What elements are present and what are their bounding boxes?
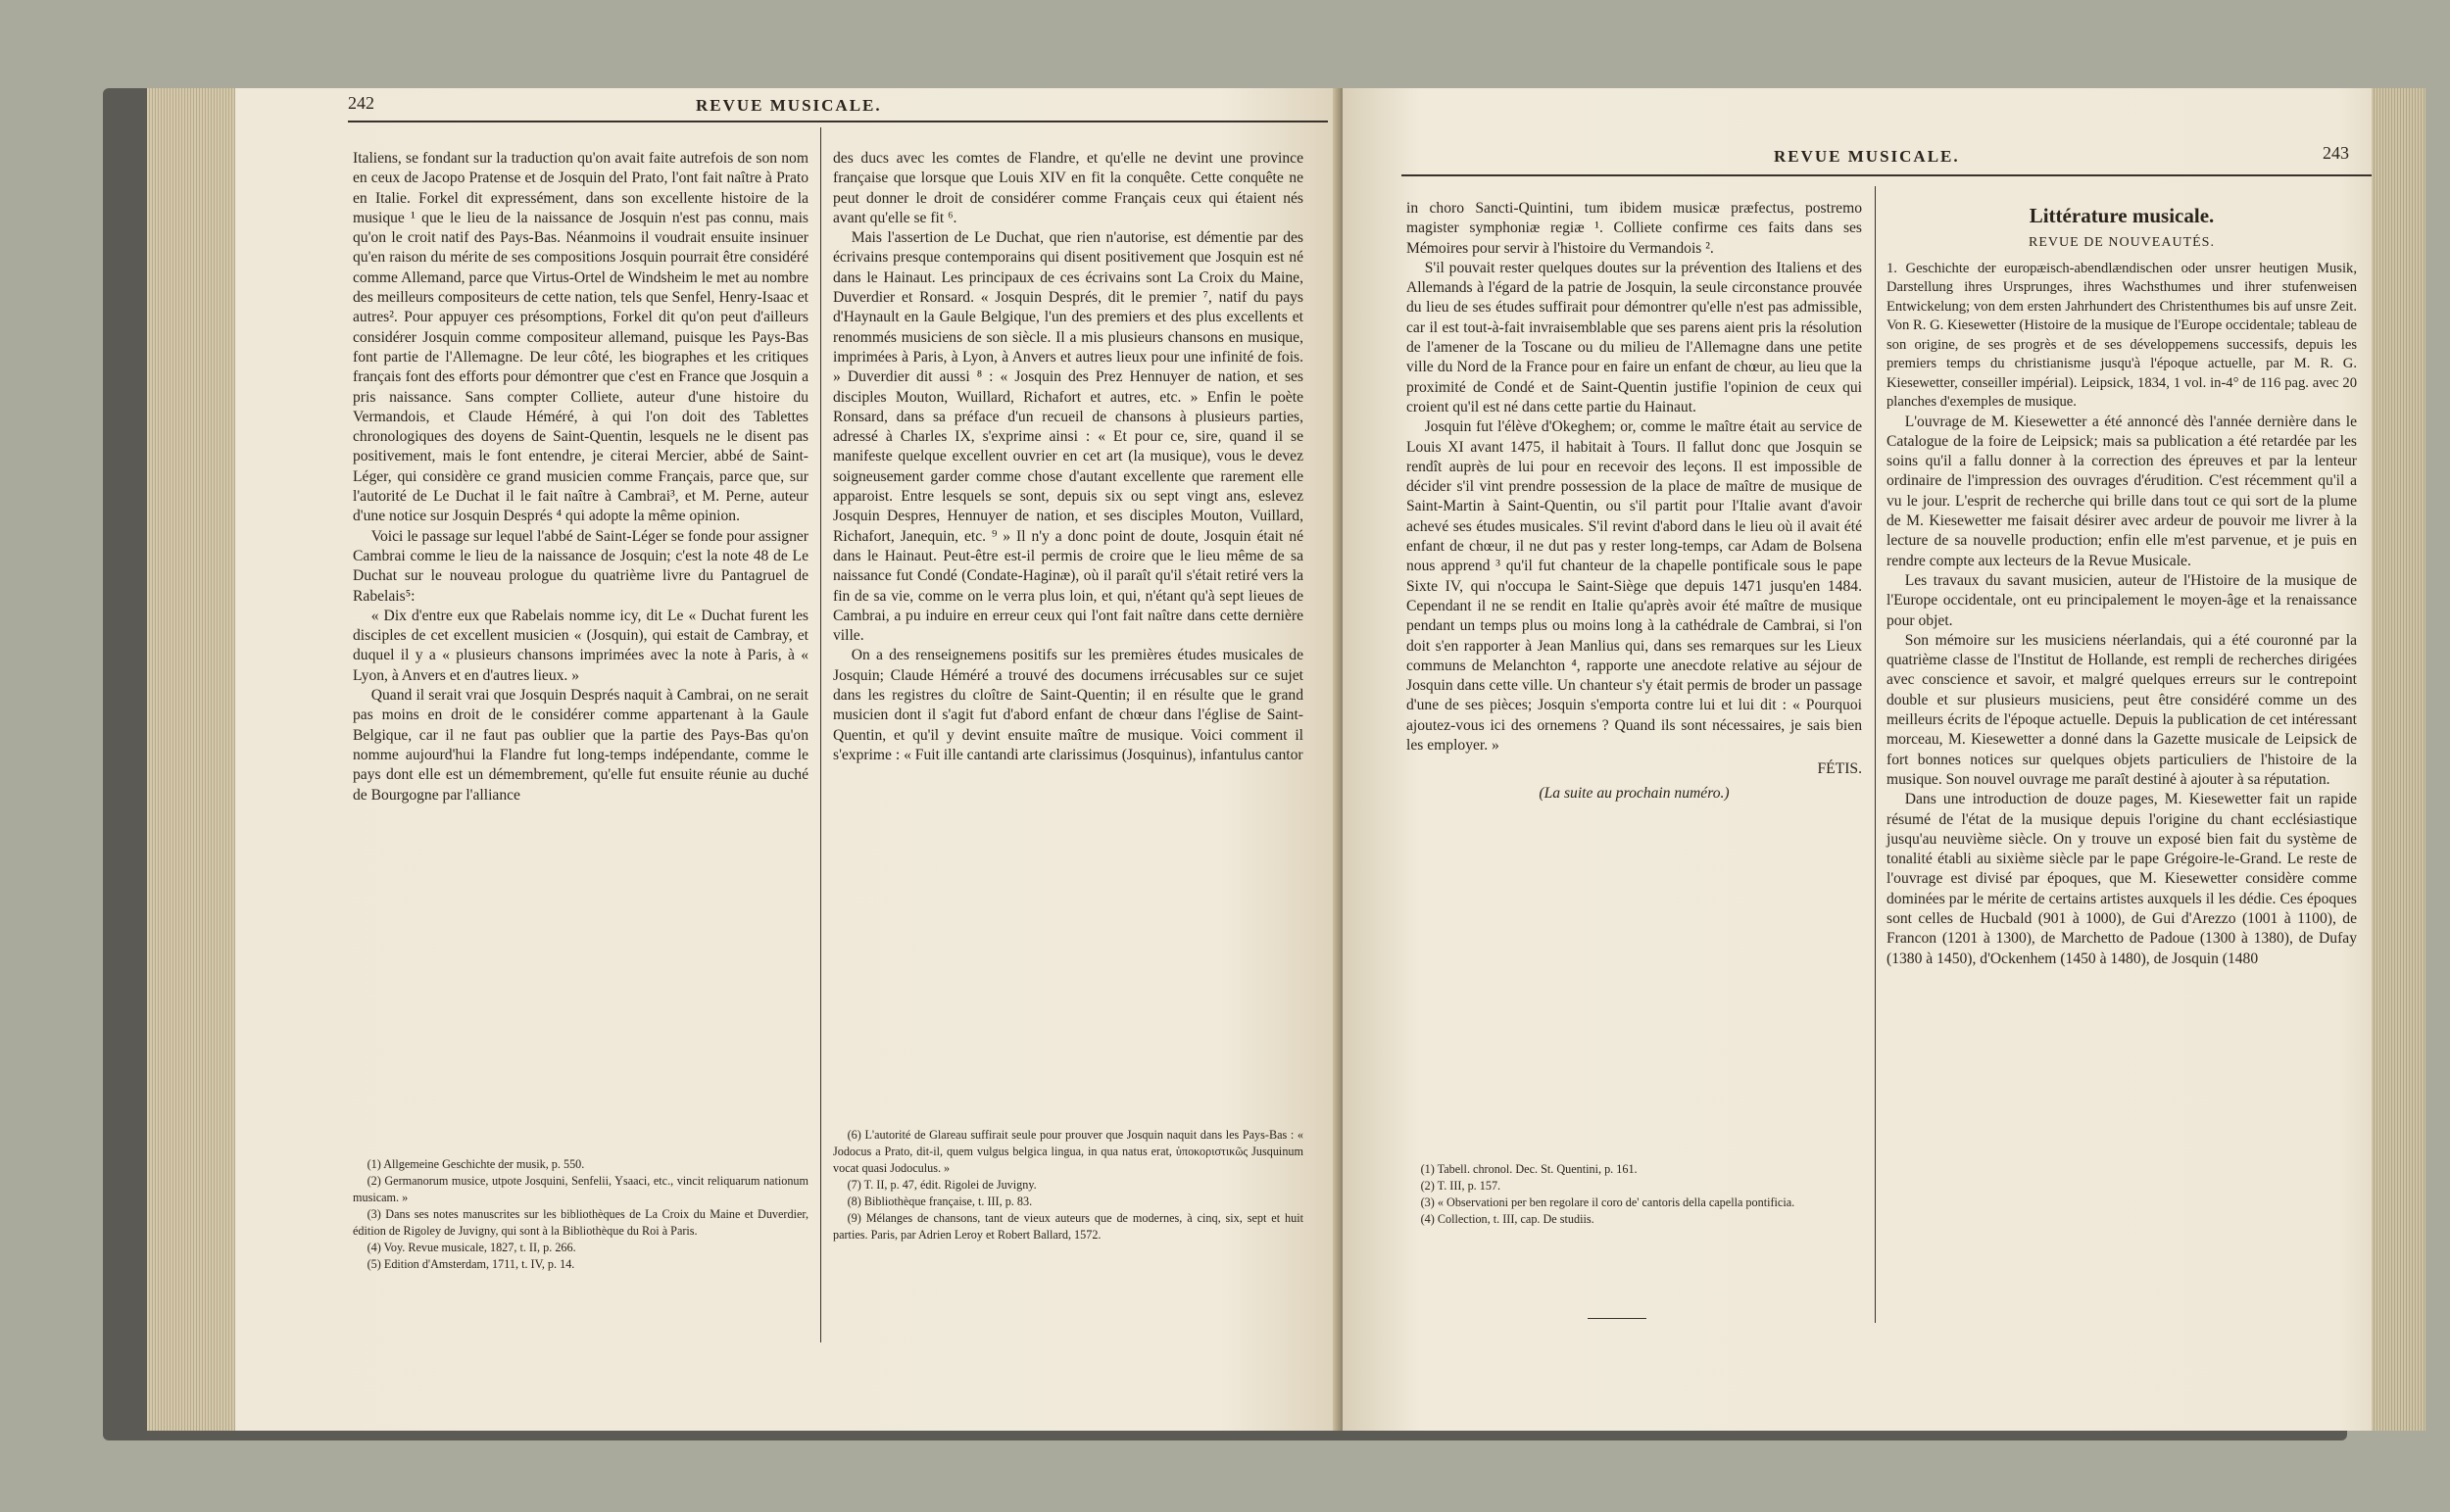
paragraph: Mais l'assertion de Le Duchat, que rien n'autorise, est démentie par des écrivains presque contemporains qui disent positivement que Josquin est né dans le Hainaut. Les principaux de ces écrivains sont La Croix du Maine, Duverdier et Ronsard. « Josquin Després, dit le premier ⁷, natif du pays d'Haynault en la Gaule Belgique, l'un des premiers et des plus excellents et renommés musiciens de son siècle. Il a mis plusieurs chansons en musique, imprimées à Paris, à Lyon, à Anvers et autres lieux pour une infinité de fois. » Duverdier dit aussi ⁸ : « Josquin des Prez Hennuyer de nation, et ses disciples Mouton, Wuillard, Richafort et autres, etc. » Enfin le poète Ronsard, dans sa préface d'un recueil de chansons à plusieurs parties, adressé à Charles IX, s'exprime ainsi : « Et pour ce, sire, quand il se manifeste quelque excellent ouvrier en cet art (la musique), vous le devez soigneusement garder comme chose d'autant excellente que rarement elle apparoist. Entre lesquels se sont, depuis six ou sept vingt ans, eslevez Josquin Despres, Hennuyer de nation, et ses disciples Mouton, Vuillard, Richafort, Janequin, etc. ⁹ » Il n'y a donc point de doute, Josquin était né dans le Hainaut. Peut-être est-il permis de croire que le lieu même de sa naissance fut Condé (Condate-Haginæ), où il paraît qu'il s'était retiré vers la fin de sa vie, comme on le verra plus loin, et qui, n'étant qu'à sept lieues de Cambrai, a pu induire en erreur ceux qui l'ont fait naître dans cette dernière ville. xyxy=(833,229,1303,645)
right-footnotes xyxy=(1406,1161,1862,1228)
quotation: « Dix d'entre eux que Rabelais nomme icy, dit Le « Duchat furent les disciples de cet excellent musicien « (Josquin), qui estait de Cambray, et duquel il y a « plusieurs chansons imprimées avec la note à Paris, à « Lyon, à Anvers et en d'autres lieux. » xyxy=(353,607,808,684)
footnote: (8) Bibliothèque française, t. III, p. 83. xyxy=(847,1195,1033,1208)
footnote: (1) Tabell. chronol. Dec. St. Quentini, p. 161. xyxy=(1420,1162,1638,1176)
footnote: (3) Dans ses notes manuscrites sur les bibliothèques de La Croix du Maine et Duverdier, édition de Rigoley de Juvigny, qui sont à la Bibliothèque du Roi à Paris. xyxy=(353,1207,808,1238)
right-column-2 xyxy=(1886,204,2357,1331)
right-page xyxy=(1343,88,2426,1431)
signature: FÉTIS. xyxy=(1817,760,1862,778)
left-header-rule xyxy=(348,121,1328,122)
page-edges-left xyxy=(147,88,235,1431)
closing-rule xyxy=(1588,1318,1646,1319)
left-page-number: 242 xyxy=(348,93,374,113)
left-column-2 xyxy=(833,149,1303,1129)
paragraph: S'il pouvait rester quelques doutes sur la prévention des Italiens et des Allemands à l'égard de la patrie de Josquin, la seule circonstance prouvée du lieu de ses études suffirait pour démontrer qu'elle n'est pas admissible, car il est tout-à-fait invraisemblable que ses parens aient pris la résolution de l'amener de la Toscane ou du milieu de l'Allemagne dans une petite ville du Nord de la France pour en faire un enfant de chœur, au lieu que la proximité de Condé et de Saint-Quentin justifie l'opinion de ceux qui croient qu'il est né dans cette partie du Hainaut. xyxy=(1406,259,1862,415)
paragraph: L'ouvrage de M. Kiesewetter a été annoncé dès l'année dernière dans le Catalogue de la foire de Leipsick; mais sa publication a été retardée par les soins qu'il a fallu donner à la correction des épreuves et par la lenteur ordinaire de l'impression des ouvrages d'érudition. C'est récemment qu'il a vu le jour. L'esprit de recherche qui brille dans tout ce qui sort de la plume de M. Kiesewetter me faisait désirer avec ardeur de pouvoir me livrer à la lecture de sa nouvelle production; enfin elle m'est parvenue, et je puis en rendre compte aux lecteurs de la Revue Musicale. xyxy=(1886,413,2357,569)
footnote: (6) L'autorité de Glareau suffirait seule pour prouver que Josquin naquit dans les Pays-Bas : « Jodocus a Prato, dit-il, quem vulgus belgica lingua, in qua natus erat, ὑποκοριστικῶς Jusquinum vocat quasi Jodoculus. » xyxy=(833,1128,1303,1175)
section-title: Littérature musicale. xyxy=(2029,204,2215,227)
right-running-head: REVUE MUSICALE. xyxy=(1774,147,1960,166)
paragraph: Josquin fut l'élève d'Okeghem; or, comme le maître était au service de Louis XI avant 1475, il habitait à Tours. Il fallut donc que Josquin se rendît auprès de lui pour en recevoir des leçons. Il est impossible de décider s'il vint prendre possession de la place de maître de musique de Saint-Martin à Saint-Quentin, ou s'il partit pour l'Italie avant d'avoir achevé ses études musicales. S'il revint d'abord dans le lieu où il avait été enfant de chœur, il ne dut pas y rester long-temps, car Adam de Bolsena nous apprend ³ qu'il fut chanteur de la chapelle pontificale sous le pape Sixte IV, qui n'occupa le Saint-Siège que depuis 1471 jusqu'en 1484. Cependant il ne se rendit en Italie qu'après avoir été maître de musique pendant un temps plus ou moins long à la cathédrale de Cambrai, si l'on doit s'en rapporter à Jean Manlius qui, dans ses remarques sur les Lieux communs de Melanchton ⁴, rapporte une anecdote relative au séjour de Josquin dans cette ville. Un chanteur s'y était permis de broder un passage d'une de ses pièces; Josquin s'emporta contre lui et lui dit : « Pourquoi ajoutez-vous ici des ornemens ? Quand ils sont nécessaires, je sais bien les employer. » xyxy=(1406,418,1862,755)
paragraph: Quand il serait vrai que Josquin Després naquit à Cambrai, on ne serait pas moins en droit de le considérer comme appartenant à la Gaule Belgique, car il ne faut pas oublier que la partie des Pays-Bas qu'on nomme aujourd'hui la Flandre fut long-temps indépendante, comme le pays dont elle est un démembrement, qu'elle fut ensuite réunie au duché de Bourgogne par l'alliance xyxy=(353,687,808,804)
footnote: (5) Edition d'Amsterdam, 1711, t. IV, p. 14. xyxy=(367,1257,575,1271)
paragraph: Son mémoire sur les musiciens néerlandais, qui a été couronné par la quatrième classe de l'Institut de Hollande, est rempli de recherches dirigées avec conscience et savoir, et malgré quelques erreurs sur le contrepoint double et sur plusieurs musiciens, peut être considéré comme un des meilleurs écrits de l'époque actuelle. Depuis la publication de cet intéressant morceau, M. Kiesewetter a donné dans la Gazette musicale de Leipsick de fort bonnes notices sur quelques objets particuliers de l'histoire de la musique. Son nouvel ouvrage me paraît destiné à ajouter à sa réputation. xyxy=(1886,631,2357,788)
footnote: (2) T. III, p. 157. xyxy=(1420,1179,1501,1193)
footnote: (9) Mélanges de chansons, tant de vieux auteurs que de modernes, à cinq, six, sept et huit parties. Paris, par Adrien Leroy et Robert Ballard, 1572. xyxy=(833,1211,1303,1242)
footnote: (4) Voy. Revue musicale, 1827, t. II, p. 266. xyxy=(367,1241,576,1254)
right-page-number: 243 xyxy=(2323,143,2349,163)
section-subhead: REVUE DE NOUVEAUTÉS. xyxy=(2029,235,2215,251)
book-spread xyxy=(103,88,2357,1440)
footnote: (3) « Observationi per ben regolare il coro de' cantoris della capella pontificia. xyxy=(1420,1195,1795,1209)
left-page xyxy=(147,88,1338,1431)
paragraph: Dans une introduction de douze pages, M. Kiesewetter fait un rapide résumé de l'état de la musique depuis l'origine du chant ecclésiastique jusqu'au neuvième siècle. On y trouve un exposé bien fait du système de tonalité établi au sixième siècle par le pape Grégoire-le-Grand. Le reste de l'ouvrage est divisé par époques, que M. Kiesewetter considère comme dominées par le mérite de certains artistes auxquels il les dédie. Ces époques sont celles de Hucbald (901 à 1000), de Gui d'Arezzo (1001 à 1100), de Francon (1201 à 1300), de Marchetto de Padoue (1300 à 1380), de Dufay (1380 à 1450), d'Ockenhem (1450 à 1480), de Josquin (1480 xyxy=(1886,791,2357,967)
left-column-1 xyxy=(353,149,808,1139)
left-footnotes-2 xyxy=(833,1127,1303,1244)
review-entry: 1. Geschichte der europæisch-abendlændischen oder unsrer heutigen Musik, Darstellung ihres Ursprunges, ihres Wachsthumes und ihrer stufenweisen Entwickelung; von dem ersten Jahrhundert des Christenthumes bis auf unsre Zeit. Von R. G. Kiesewetter (Histoire de la musique de l'Europe occidentale; tableau de son origine, de ses progrès et de ses développemens successifs, depuis les premiers temps du christianisme jusqu'à l'époque actuelle, par M. R. G. Kiesewetter, conseiller impérial). Leipsick, 1834, 1 vol. in-4° de 116 pag. avec 20 planches d'exemples de musique. xyxy=(1886,260,2357,411)
paragraph: in choro Sancti-Quintini, tum ibidem musicæ præfectus, postremo magister symphoniæ regiæ ¹. Colliete confirme ces faits dans ses Mémoires pour servir à l'histoire du Vermandois ². xyxy=(1406,200,1862,257)
paragraph: Italiens, se fondant sur la traduction qu'on avait faite autrefois de son nom en ceux de Jacopo Pratense et de Josquin del Prato, l'ont fait naître à Prato en Italie. Forkel dit expressément, dans son excellente histoire de la musique ¹ que le lieu de la naissance de Josquin n'est pas connu, mais qu'on le croit natif des Pays-Bas. Néanmoins il voudrait ensuite insinuer qu'en raison du mérite de ses compositions Josquin pourrait être considéré comme Allemand, parce que Virtus-Ortel de Windsheim le met au nombre des meilleurs compositeurs de cette nation, tels que Senfel, Henry-Isaac et autres². Pour appuyer ces présomptions, Forkel dit qu'on peut d'ailleurs considérer Josquin comme compositeur allemand, puisque les Pays-Bas font partie de l'Allemagne. De leur côté, les biographes et les critiques français font des efforts pour démontrer que c'est en France que Josquin a pris naissance. Sans compter Colliete, auteur d'une histoire du Vermandois, et Claude Héméré, à qui l'on doit des Tablettes chronologiques des doyens de Saint-Quentin, lesquels ne le disent pas positivement, mais le font entendre, je citerai Mercier, abbé de Saint-Léger, qui considère ce grand musicien comme Français, parce que, sur l'autorité de Le Duchat il le fait naître à Cambrai³, et M. Perne, auteur d'une notice sur Josquin Després ⁴ qui adopte la même opinion. xyxy=(353,150,808,525)
continuation-note: (La suite au prochain numéro.) xyxy=(1539,784,1730,802)
paragraph: Voici le passage sur lequel l'abbé de Saint-Léger se fonde pour assigner Cambrai comme le lieu de la naissance de Josquin; c'est la note 48 de Le Duchat sur le nouveau prologue du quatrième livre du Pantagruel de Rabelais⁵: xyxy=(353,527,808,605)
right-header-rule xyxy=(1401,174,2372,176)
paragraph: des ducs avec les comtes de Flandre, et qu'elle ne devint une province française que lorsque que Louis XIV en fit la conquête. Cette conquête ne peut donner le droit de considérer comme Français ceux qui étaient nés avant qu'elle se fit ⁶. xyxy=(833,150,1303,226)
footnote: (4) Collection, t. III, cap. De studiis. xyxy=(1420,1212,1594,1226)
footnote: (7) T. II, p. 47, édit. Rigolei de Juvigny. xyxy=(847,1178,1037,1192)
footnote: (1) Allgemeine Geschichte der musik, p. 550. xyxy=(367,1157,585,1171)
paragraph: On a des renseignemens positifs sur les premières études musicales de Josquin; Claude Héméré a trouvé des documens irrécusables sur ce sujet dans les registres du cloître de Saint-Quentin; il en résulte que le grand musicien dont il s'agit fut d'abord enfant de chœur dans l'église de Saint-Quentin, et qu'il y devint ensuite maître de musique. Voici comment il s'exprime : « Fuit ille cantandi arte clarissimus (Josquinus), infantulus cantor xyxy=(833,647,1303,763)
left-column-rule xyxy=(820,127,821,1342)
footnote: (2) Germanorum musice, utpote Josquini, Senfelii, Ysaaci, etc., vincit reliquarum nationum musicam. » xyxy=(353,1174,808,1204)
page-edges-right xyxy=(2372,88,2426,1431)
right-column-1 xyxy=(1406,199,1862,1140)
left-footnotes-1 xyxy=(353,1156,808,1273)
left-running-head: REVUE MUSICALE. xyxy=(696,96,882,115)
paragraph: Les travaux du savant musicien, auteur de l'Histoire de la musique de l'Europe occidentale, ont eu principalement le moyen-âge et la renaissance pour objet. xyxy=(1886,571,2357,629)
right-column-rule xyxy=(1875,186,1876,1323)
